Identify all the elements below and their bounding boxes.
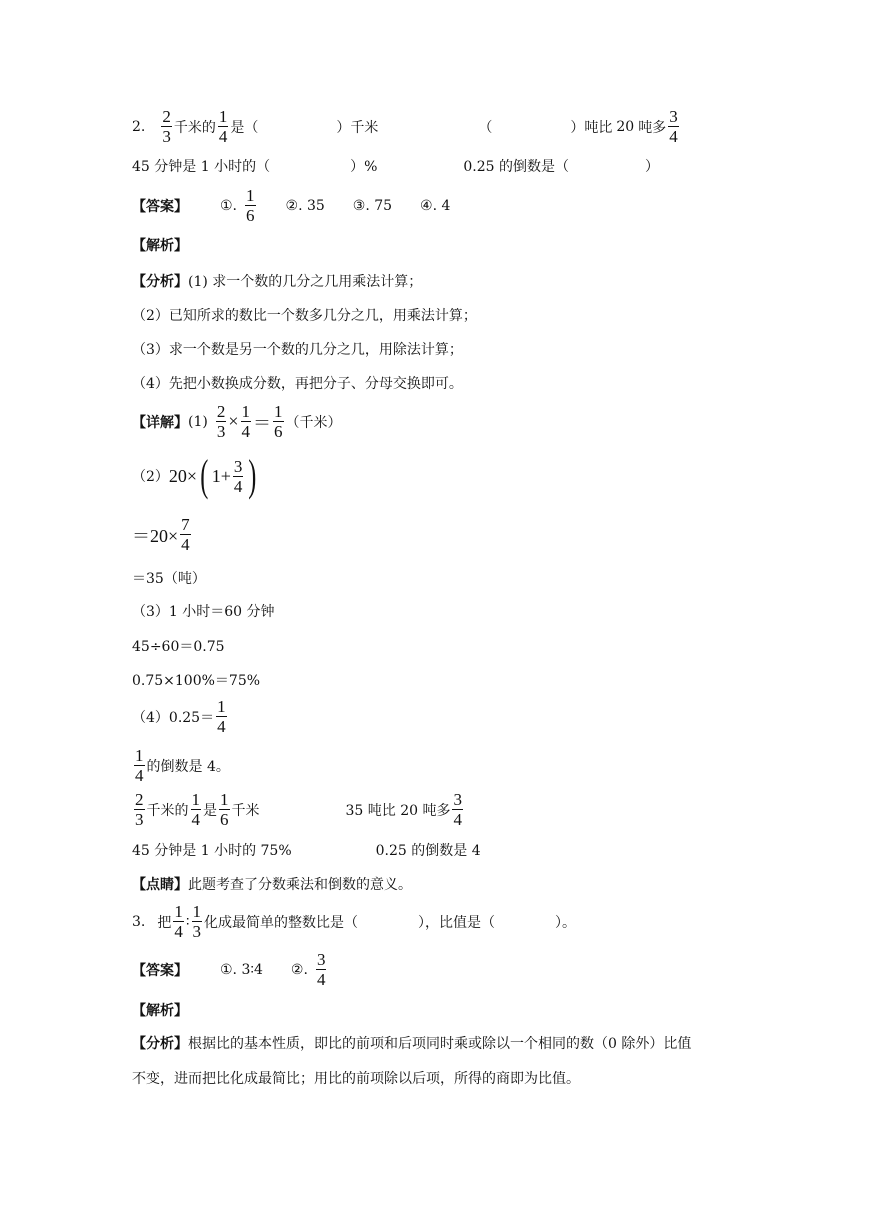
q2-text: 千米的 bbox=[173, 119, 216, 136]
fenxi-line2: （2）已知所求的数比一个数多几分之几，用乘法计算； bbox=[132, 308, 477, 324]
fraction-1-4: $\frac{1}{4}$ bbox=[218, 107, 228, 146]
xiangjie-line6: 45÷60＝0.75 bbox=[132, 639, 225, 655]
fenxi-label: 【分析】 bbox=[132, 1036, 188, 1052]
q3-analysis-heading: 【解析】 bbox=[132, 1003, 188, 1019]
answer-1: ①. 3∶4 bbox=[220, 961, 263, 978]
q2-answer-line bbox=[132, 186, 450, 225]
fraction-2-3: $\frac{2}{3}$ bbox=[216, 402, 226, 441]
q2-text: ） bbox=[645, 159, 660, 175]
xiangjie-text: (1) bbox=[188, 413, 208, 430]
fraction-3-4: $\frac{3}{4}$ bbox=[669, 107, 678, 146]
fenxi-text: 根据比的基本性质，即比的前项和后项同时乘或除以一个相同的数（0 除外）比值 bbox=[188, 1036, 692, 1052]
answer-label: 【答案】 bbox=[132, 198, 188, 215]
dianjing-label: 【点睛】 bbox=[132, 877, 188, 893]
answer-4: ④. 4 bbox=[420, 197, 451, 214]
fraction-1-4: $\frac{1}{4}$ bbox=[174, 902, 183, 941]
paren-right: ) bbox=[248, 451, 257, 500]
fraction-1-4: $\frac{1}{4}$ bbox=[135, 746, 144, 785]
q3-number: 3. bbox=[132, 913, 146, 930]
summary-line1 bbox=[132, 790, 465, 829]
fenxi-line1 bbox=[132, 271, 422, 291]
q2-text: ）% bbox=[350, 159, 378, 175]
q3-fenxi-line1 bbox=[132, 1033, 691, 1053]
answer-1: ①. bbox=[220, 197, 238, 214]
summary-text: 是 bbox=[203, 802, 217, 819]
q2-number: 2. bbox=[132, 118, 146, 135]
xiangjie-line3 bbox=[132, 515, 193, 554]
q3-text: ），比值是（ bbox=[418, 914, 496, 931]
xiangjie-line2 bbox=[132, 451, 260, 500]
xiangjie-text: （千米） bbox=[285, 414, 342, 431]
q2-text: 吨多 bbox=[638, 119, 667, 136]
paren-left: ( bbox=[200, 451, 209, 500]
q2-text: ）千米 bbox=[336, 119, 379, 136]
fraction-2-3: $\frac{2}{3}$ bbox=[135, 790, 144, 829]
q3-text: 化成最简单的整数比是（ bbox=[204, 914, 359, 931]
xiangjie-line8 bbox=[132, 697, 229, 736]
fenxi-label: 【分析】 bbox=[132, 274, 188, 290]
fenxi-text: (1) 求一个数的几分之几用乘法计算； bbox=[188, 274, 423, 290]
q3-text: ）。 bbox=[555, 914, 577, 931]
analysis-heading: 【解析】 bbox=[132, 238, 188, 254]
xiangjie-label: 【详解】 bbox=[132, 414, 188, 431]
xiangjie-line1 bbox=[132, 402, 342, 441]
answer-2: ②. bbox=[290, 961, 308, 978]
equals-sign: ＝ bbox=[253, 412, 271, 433]
q2-text: 45 分钟是 1 小时的（ bbox=[132, 159, 271, 175]
q2-text: 0.25 的倒数是（ bbox=[463, 159, 570, 175]
xiangjie-line4: ＝35（吨） bbox=[132, 571, 206, 587]
q3-text: ∶ bbox=[185, 913, 190, 930]
xiangjie-expr: 20× bbox=[168, 465, 198, 486]
summary-text: 35 吨比 20 吨多 bbox=[345, 802, 451, 819]
fraction-7-4: $\frac{7}{4}$ bbox=[181, 515, 190, 554]
q2-question-line2 bbox=[132, 156, 659, 176]
dianjing-line bbox=[132, 874, 412, 894]
answer-3: ③. 75 bbox=[352, 197, 393, 214]
xiangjie-text: （2） bbox=[132, 469, 169, 485]
fenxi-line3: （3）求一个数是另一个数的几分之几，用除法计算； bbox=[132, 342, 463, 358]
fraction-1-6: $\frac{1}{6}$ bbox=[246, 186, 255, 225]
fraction-1-4: $\frac{1}{4}$ bbox=[217, 697, 226, 736]
xiangjie-line7: 0.75×100%＝75% bbox=[132, 673, 261, 689]
fraction-3-4: $\frac{3}{4}$ bbox=[316, 950, 326, 989]
dianjing-text: 此题考查了分数乘法和倒数的意义。 bbox=[188, 877, 412, 893]
fenxi-line4: （4）先把小数换成分数，再把分子、分母交换即可。 bbox=[132, 376, 463, 392]
q3-text: 把 bbox=[157, 914, 172, 931]
fraction-1-4: $\frac{1}{4}$ bbox=[191, 790, 200, 829]
xiangjie-text: 的倒数是 4。 bbox=[146, 758, 230, 775]
summary-text: 0.25 的倒数是 4 bbox=[375, 843, 481, 859]
fraction-1-4: $\frac{1}{4}$ bbox=[241, 402, 250, 441]
fraction-1-6: $\frac{1}{6}$ bbox=[220, 790, 229, 829]
summary-text: 千米的 bbox=[146, 802, 189, 819]
fraction-3-4: $\frac{3}{4}$ bbox=[453, 790, 462, 829]
q2-question-line1 bbox=[132, 107, 681, 146]
q3-answer-line bbox=[132, 950, 328, 989]
q2-text: （ bbox=[478, 119, 493, 136]
q3-fenxi-line2: 不变，进而把比化成最简比；用比的前项除以后项，所得的商即为比值。 bbox=[132, 1071, 580, 1087]
summary-line2 bbox=[132, 840, 481, 860]
q2-text: 是（ bbox=[230, 119, 259, 136]
fraction-3-4: $\frac{3}{4}$ bbox=[233, 456, 243, 496]
xiangjie-expr: 1+ bbox=[211, 465, 231, 486]
q2-text: ）吨比 bbox=[570, 119, 613, 136]
xiangjie-expr: ＝20× bbox=[132, 525, 179, 546]
answer-label: 【答案】 bbox=[132, 962, 188, 979]
q2-text: 20 bbox=[616, 118, 635, 135]
q3-question-line bbox=[132, 902, 576, 941]
summary-text: 45 分钟是 1 小时的 75% bbox=[132, 843, 292, 859]
fraction-2-3: $\frac{2}{3}$ bbox=[162, 107, 171, 146]
summary-text: 千米 bbox=[231, 802, 260, 819]
times-sign: × bbox=[228, 411, 239, 431]
answer-2: ②. 35 bbox=[285, 197, 325, 214]
xiangjie-line5: （3）1 小时＝60 分钟 bbox=[132, 604, 275, 620]
xiangjie-line9 bbox=[132, 746, 230, 785]
fraction-1-3: $\frac{1}{3}$ bbox=[192, 902, 202, 941]
fraction-1-6: $\frac{1}{6}$ bbox=[274, 402, 283, 441]
xiangjie-text: （4）0.25＝ bbox=[132, 709, 215, 726]
